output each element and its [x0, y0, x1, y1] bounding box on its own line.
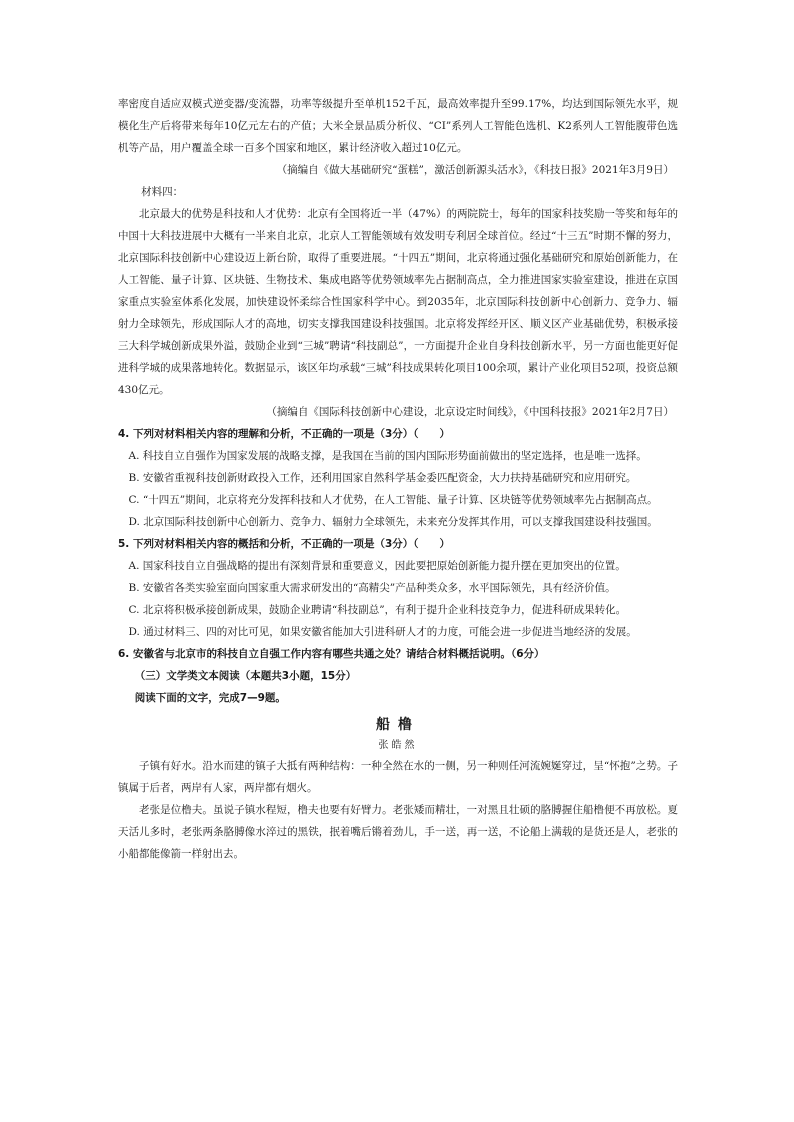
question-4-option-b: B. 安徽省重视科技创新财政投入工作，还利用国家自然科学基金委匹配资金，大力扶持基础研究和应用研究。: [128, 472, 637, 484]
material3-tail-paragraph: 率密度自适应双模式逆变器/变流器，功率等级提升至单机152千瓦，最高效率提升至99.17%，均达到国际领先水平，规模化生产后将带来每年10亿元左右的产值；大米全景品质分析仪、“CI”系列人工智能色选机、K2系列人工智能腹带色选机等产品，用户覆盖全球一百多个国家和地区，累计经济收入超过10亿元。: [118, 98, 678, 154]
question-6-stem: 6. 安徽省与北京市的科技自立自强工作内容有哪些共通之处？请结合材料概括说明。（6分）: [118, 648, 545, 660]
question-5-option-c: C. 北京将积极承接创新成果，鼓励企业聘请“科技副总”，有利于提升企业科技竞争力，促进科研成果转化。: [128, 604, 627, 616]
question-5-stem: 5. 下列对材料相关内容的概括和分析，不正确的一项是（3分）（ ）: [118, 538, 451, 550]
material3-source: （摘编自《做大基础研究“蛋糕”，激活创新源头活水》，《科技日报》2021年3月9日）: [276, 164, 674, 176]
question-4-option-d: D. 北京国际科技创新中心创新力、竞争力、辐射力全球领先，未来充分发挥其作用，可以支撑我国建设科技强国。: [128, 516, 658, 528]
question-5-option-d: D. 通过材料三、四的对比可见，如果安徽省能加大引进科研人才的力度，可能会进一步促进当地经济的发展。: [128, 626, 637, 638]
story-paragraph-1: 子镇有好水。沿水而建的镇子大抵有两种结构：一种全然在水的一侧，另一种则任河流婉娫穿过，呈“怀抱”之势。子镇属于后者，两岸有人家，两岸都有烟火。: [118, 760, 678, 794]
material4-paragraph: 北京最大的优势是科技和人才优势：北京有全国将近一半（47%）的两院院士，每年的国家科技奖励一等奖和每年的中国十大科技进展中大概有一半来自北京，北京人工智能领域有效发明专利居全球首位。经过“十三五”时期不懈的努力，北京国际科技创新中心建设迈上新台阶，取得了重要进展。“十四五”期间，北京将通过强化基础研究和原始创新能力，在人工智能、量子计算、区块链、生物技术、集成电路等优势领域率先占据制高点，全力推进国家实验室建设，推进在京国家重点实验室体系化发展，加快建设怀柔综合性国家科学中心。到2035年，北京国际科技创新中心创新力、竞争力、辐射力全球领先，形成国际人才的高地，切实支撑我国建设科技强国。北京将发挥经开区、顺义区产业基础优势，积极承接三大科学城创新成果外溢，鼓励企业到“三城”聘请“科技副总”，一方面提升企业自身科技创新水平，另一方面也能更好促进科学城的成果落地转化。数据显示，该区年均承载“三城”科技成果转化项目100余项，累计产业化项目52项，投资总额430亿元。: [118, 208, 678, 396]
material4-label: 材料四：: [141, 186, 184, 198]
question-5-option-b: B. 安徽省各类实验室面向国家重大需求研发出的“高精尖”产品种类众多，水平国际领先，具有经济价值。: [128, 582, 616, 594]
exam-page: [118, 93, 678, 865]
question-4-stem: 4. 下列对材料相关内容的理解和分析，不正确的一项是（3分）（ ）: [118, 428, 451, 440]
question-4-option-c: C. “十四五”期间，北京将充分发挥科技和人才优势，在人工智能、量子计算、区块链等优势领域率先占据制高点。: [128, 494, 658, 506]
question-4-option-a: A. 科技自立自强作为国家发展的战略支撑，是我国在当前的国内国际形势面前做出的坚定选择，也是唯一选择。: [128, 450, 647, 462]
story-paragraph-2: 老张是位橹夫。虽说子镇水程短，橹夫也要有好臂力。老张矮而精壮，一对黑且壮硕的胳膊握住船橹便不再放松。夏天活儿多时，老张两条胳膊像水淬过的黑铁，抿着嘴后锵着劲儿，手一送，再一送，不论船上满载的是货还是人，老张的小船都能像箭一样射出去。: [118, 804, 678, 860]
section-3-instruction: 阅读下面的文字，完成7—9题。: [134, 692, 286, 704]
material4-source: （摘编自《国际科技创新中心建设，北京设定时间线》，《中国科技报》2021年2月7日）: [266, 406, 674, 418]
section-3-heading: （三）文学类文本阅读（本题共3小题，15分）: [134, 670, 357, 682]
story-author: 张皓然: [378, 740, 418, 751]
question-5-option-a: A. 国家科技自立自强战略的提出有深刻背景和重要意义，因此要把原始创新能力提升摆在更加突出的位置。: [128, 560, 626, 572]
story-title: 船橹: [376, 717, 420, 733]
